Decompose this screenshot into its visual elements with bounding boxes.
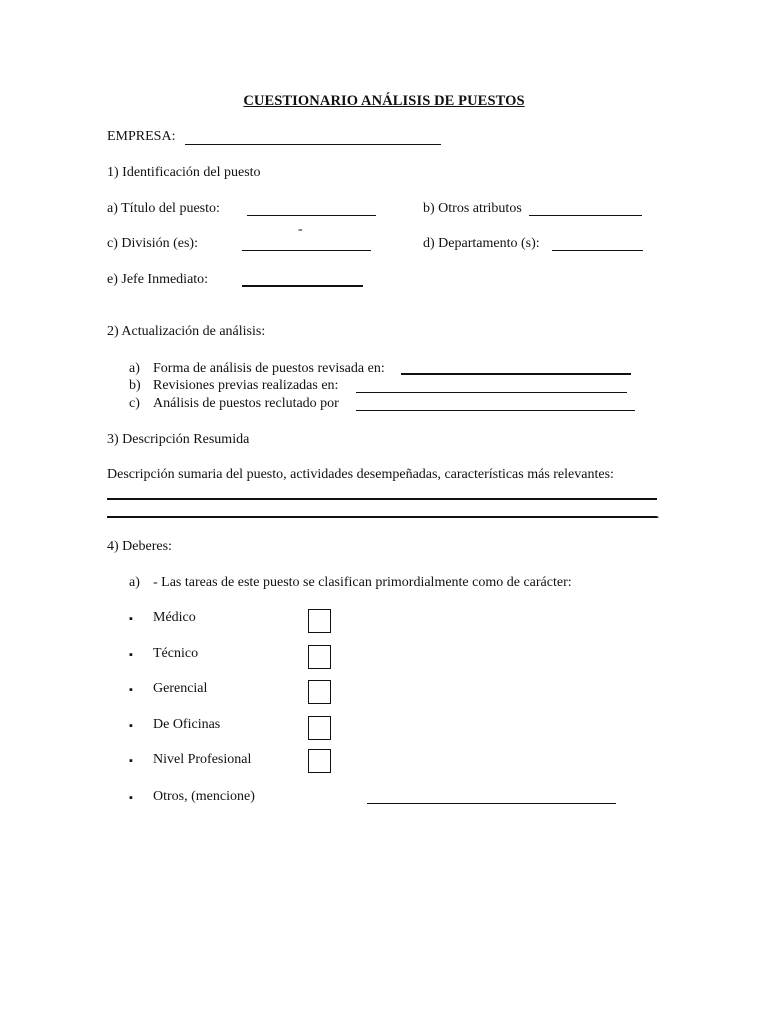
division-line[interactable] [242,250,371,251]
checkbox-medico[interactable] [308,609,331,633]
option-label: De Oficinas [153,717,221,732]
analisis-reclutado-label: Análisis de puestos reclutado por [153,396,339,411]
otros-line[interactable] [367,803,616,804]
document-title: CUESTIONARIO ANÁLISIS DE PUESTOS [243,93,525,109]
empresa-label: EMPRESA: [107,129,176,144]
bullet-icon: ▪ [129,684,133,696]
titulo-puesto-label: a) Título del puesto: [107,201,220,216]
jefe-inmediato-label: e) Jefe Inmediato: [107,272,209,287]
option-label: Médico [153,610,196,625]
section-2-heading: 2) Actualización de análisis: [107,324,266,339]
checkbox-tecnico[interactable] [308,645,331,669]
option-label: Gerencial [153,681,208,696]
section-3-heading: 3) Descripción Resumida [107,432,250,447]
otros-atributos-line[interactable] [529,215,642,216]
titulo-puesto-line[interactable] [247,215,376,216]
jefe-inmediato-line[interactable] [242,285,363,287]
list-marker: a) [129,575,140,590]
bullet-icon: ▪ [129,649,133,661]
analisis-reclutado-line[interactable] [356,410,635,411]
bullet-icon: ▪ [129,720,133,732]
descripcion-sumaria-label: Descripción sumaria del puesto, actividades desempeñadas, características más relevantes: [107,467,614,482]
checkbox-nivel-profesional[interactable] [308,749,331,773]
descripcion-line-2[interactable] [107,516,657,518]
list-marker: c) [129,396,140,411]
revisiones-previas-label: Revisiones previas realizadas en: [153,378,339,393]
departamento-label: d) Departamento (s): [423,236,540,251]
bullet-icon: ▪ [129,613,133,625]
list-marker: b) [129,378,141,393]
departamento-line[interactable] [552,250,643,251]
checkbox-de-oficinas[interactable] [308,716,331,740]
forma-analisis-label: Forma de análisis de puestos revisada en: [153,361,385,376]
stray-dash: - [298,222,303,237]
trailing-dot: . [656,507,660,522]
option-label: Técnico [153,646,199,661]
bullet-icon: ▪ [129,755,133,767]
checkbox-gerencial[interactable] [308,680,331,704]
bullet-icon: ▪ [129,792,133,804]
otros-atributos-label: b) Otros atributos [423,201,522,216]
list-marker: a) [129,361,140,376]
descripcion-line-1[interactable] [107,498,657,500]
empresa-field-line[interactable] [185,144,441,145]
forma-analisis-line[interactable] [401,373,631,375]
clasificacion-prompt: - Las tareas de este puesto se clasifican primordialmente como de carácter: [153,575,572,590]
option-label: Nivel Profesional [153,752,252,767]
section-4-heading: 4) Deberes: [107,539,172,554]
division-label: c) División (es): [107,236,198,251]
revisiones-previas-line[interactable] [356,392,627,393]
section-1-heading: 1) Identificación del puesto [107,165,261,180]
otros-label: Otros, (mencione) [153,789,255,804]
